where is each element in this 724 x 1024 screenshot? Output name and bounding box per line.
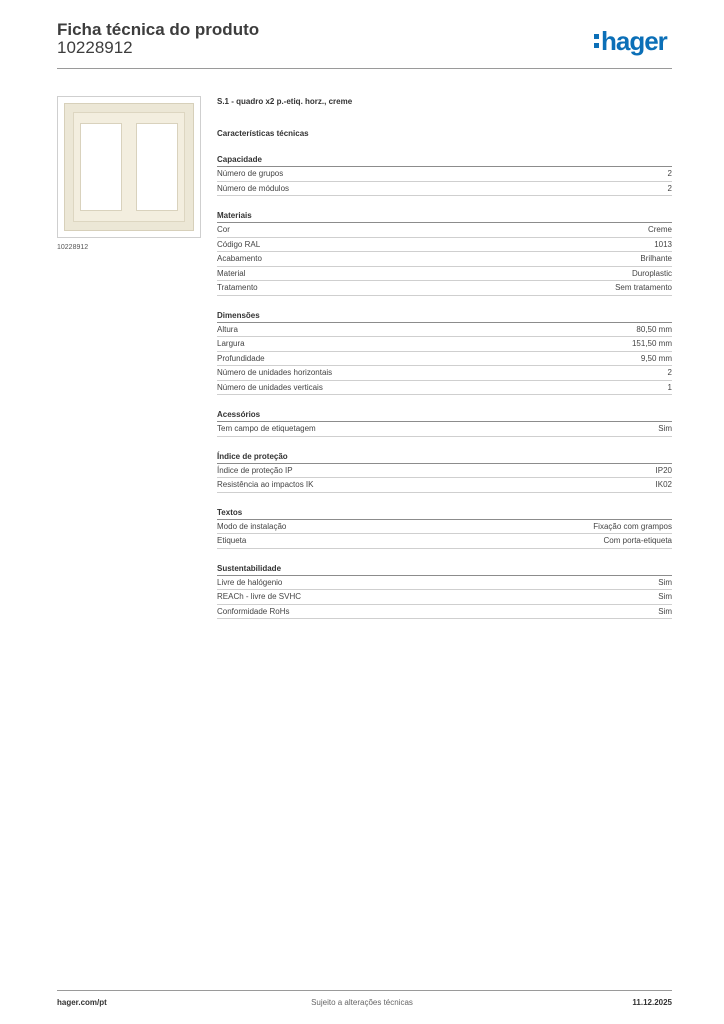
footer-divider xyxy=(57,990,672,991)
hager-logo xyxy=(594,26,667,56)
spec-row xyxy=(217,464,672,479)
section-title: Capacidade xyxy=(217,153,672,167)
section-title: Índice de proteção xyxy=(217,450,672,464)
spec-value: Creme xyxy=(647,225,672,234)
spec-row xyxy=(217,576,672,591)
spec-section xyxy=(217,450,672,493)
spec-row xyxy=(217,238,672,253)
section-title: Sustentabilidade xyxy=(217,562,672,576)
image-caption: 10228912 xyxy=(57,244,89,251)
footer-notice: Sujeito a alterações técnicas xyxy=(311,998,413,1007)
spec-label: Tem campo de etiquetagem xyxy=(217,424,316,433)
spec-label: Cor xyxy=(217,225,230,234)
characteristics-title: Características técnicas xyxy=(217,129,309,138)
spec-section xyxy=(217,506,672,549)
spec-label: Resistência ao impactos IK xyxy=(217,480,314,489)
spec-label: Acabamento xyxy=(217,254,262,263)
spec-content xyxy=(217,96,672,619)
spec-row xyxy=(217,590,672,605)
spec-label: Índice de proteção IP xyxy=(217,465,293,475)
product-reference: 10228912 xyxy=(57,38,133,57)
spec-label: Código RAL xyxy=(217,239,261,249)
spec-row xyxy=(217,352,672,367)
header-divider xyxy=(57,68,672,69)
spec-value: 2 xyxy=(667,169,672,178)
spec-row xyxy=(217,252,672,267)
spec-row xyxy=(217,267,672,282)
spec-value: IP20 xyxy=(655,465,672,475)
spec-section xyxy=(217,153,672,196)
product-name: S.1 - quadro x2 p.-etiq. horz., creme xyxy=(217,97,353,106)
footer-date: 11.12.2025 xyxy=(632,998,672,1007)
spec-row xyxy=(217,520,672,535)
spec-sections xyxy=(217,153,672,619)
spec-value: 9,50 mm xyxy=(640,353,672,363)
spec-value: 80,50 mm xyxy=(636,324,672,334)
spec-value: Sem tratamento xyxy=(615,283,672,292)
section-title: Dimensões xyxy=(217,309,672,323)
spec-label: Conformidade RoHs xyxy=(217,606,290,616)
spec-row xyxy=(217,167,672,182)
spec-value: 1013 xyxy=(654,239,672,249)
spec-row xyxy=(217,422,672,437)
spec-label: Largura xyxy=(217,339,245,348)
spec-value: Duroplastic xyxy=(631,268,672,278)
page-title: Ficha técnica do produto xyxy=(57,20,260,39)
spec-label: REACh - livre de SVHC xyxy=(217,592,302,601)
spec-value: Fixação com grampos xyxy=(593,521,672,531)
spec-label: Tratamento xyxy=(217,283,258,292)
section-title: Materiais xyxy=(217,209,672,223)
spec-value: Sim xyxy=(658,577,672,587)
spec-value: Sim xyxy=(658,592,672,601)
spec-value: Brilhante xyxy=(640,254,672,263)
spec-value: 2 xyxy=(667,183,672,193)
logo-text: hager xyxy=(601,26,667,56)
spec-row xyxy=(217,281,672,296)
spec-section xyxy=(217,408,672,437)
spec-value: Com porta-etiqueta xyxy=(603,536,672,545)
spec-value: Sim xyxy=(658,606,672,616)
spec-label: Etiqueta xyxy=(217,536,247,545)
spec-value: Sim xyxy=(658,424,672,433)
spec-row xyxy=(217,366,672,381)
spec-row xyxy=(217,337,672,352)
spec-label: Profundidade xyxy=(217,353,265,363)
spec-value: 2 xyxy=(667,368,672,377)
spec-label: Número de unidades verticais xyxy=(217,382,323,392)
spec-label: Material xyxy=(217,268,246,278)
spec-value: 151,50 mm xyxy=(631,339,672,348)
spec-label: Número de módulos xyxy=(217,183,290,193)
double-frame-icon xyxy=(64,103,194,231)
product-image xyxy=(57,96,201,238)
spec-value: 1 xyxy=(667,382,672,392)
section-title: Textos xyxy=(217,506,672,520)
spec-section xyxy=(217,209,672,296)
spec-row xyxy=(217,381,672,396)
spec-label: Modo de instalação xyxy=(217,521,287,531)
logo-dots-icon xyxy=(594,26,600,56)
spec-row xyxy=(217,534,672,549)
spec-section xyxy=(217,562,672,620)
spec-row xyxy=(217,182,672,197)
spec-section xyxy=(217,309,672,396)
spec-row xyxy=(217,323,672,338)
spec-value: IK02 xyxy=(655,480,672,489)
spec-label: Número de unidades horizontais xyxy=(217,368,333,377)
section-title: Acessórios xyxy=(217,408,672,422)
spec-row xyxy=(217,605,672,620)
spec-label: Altura xyxy=(217,324,238,334)
spec-label: Livre de halógenio xyxy=(217,577,283,587)
spec-row xyxy=(217,478,672,493)
spec-label: Número de grupos xyxy=(217,169,284,178)
footer-website: hager.com/pt xyxy=(57,998,107,1007)
spec-row xyxy=(217,223,672,238)
